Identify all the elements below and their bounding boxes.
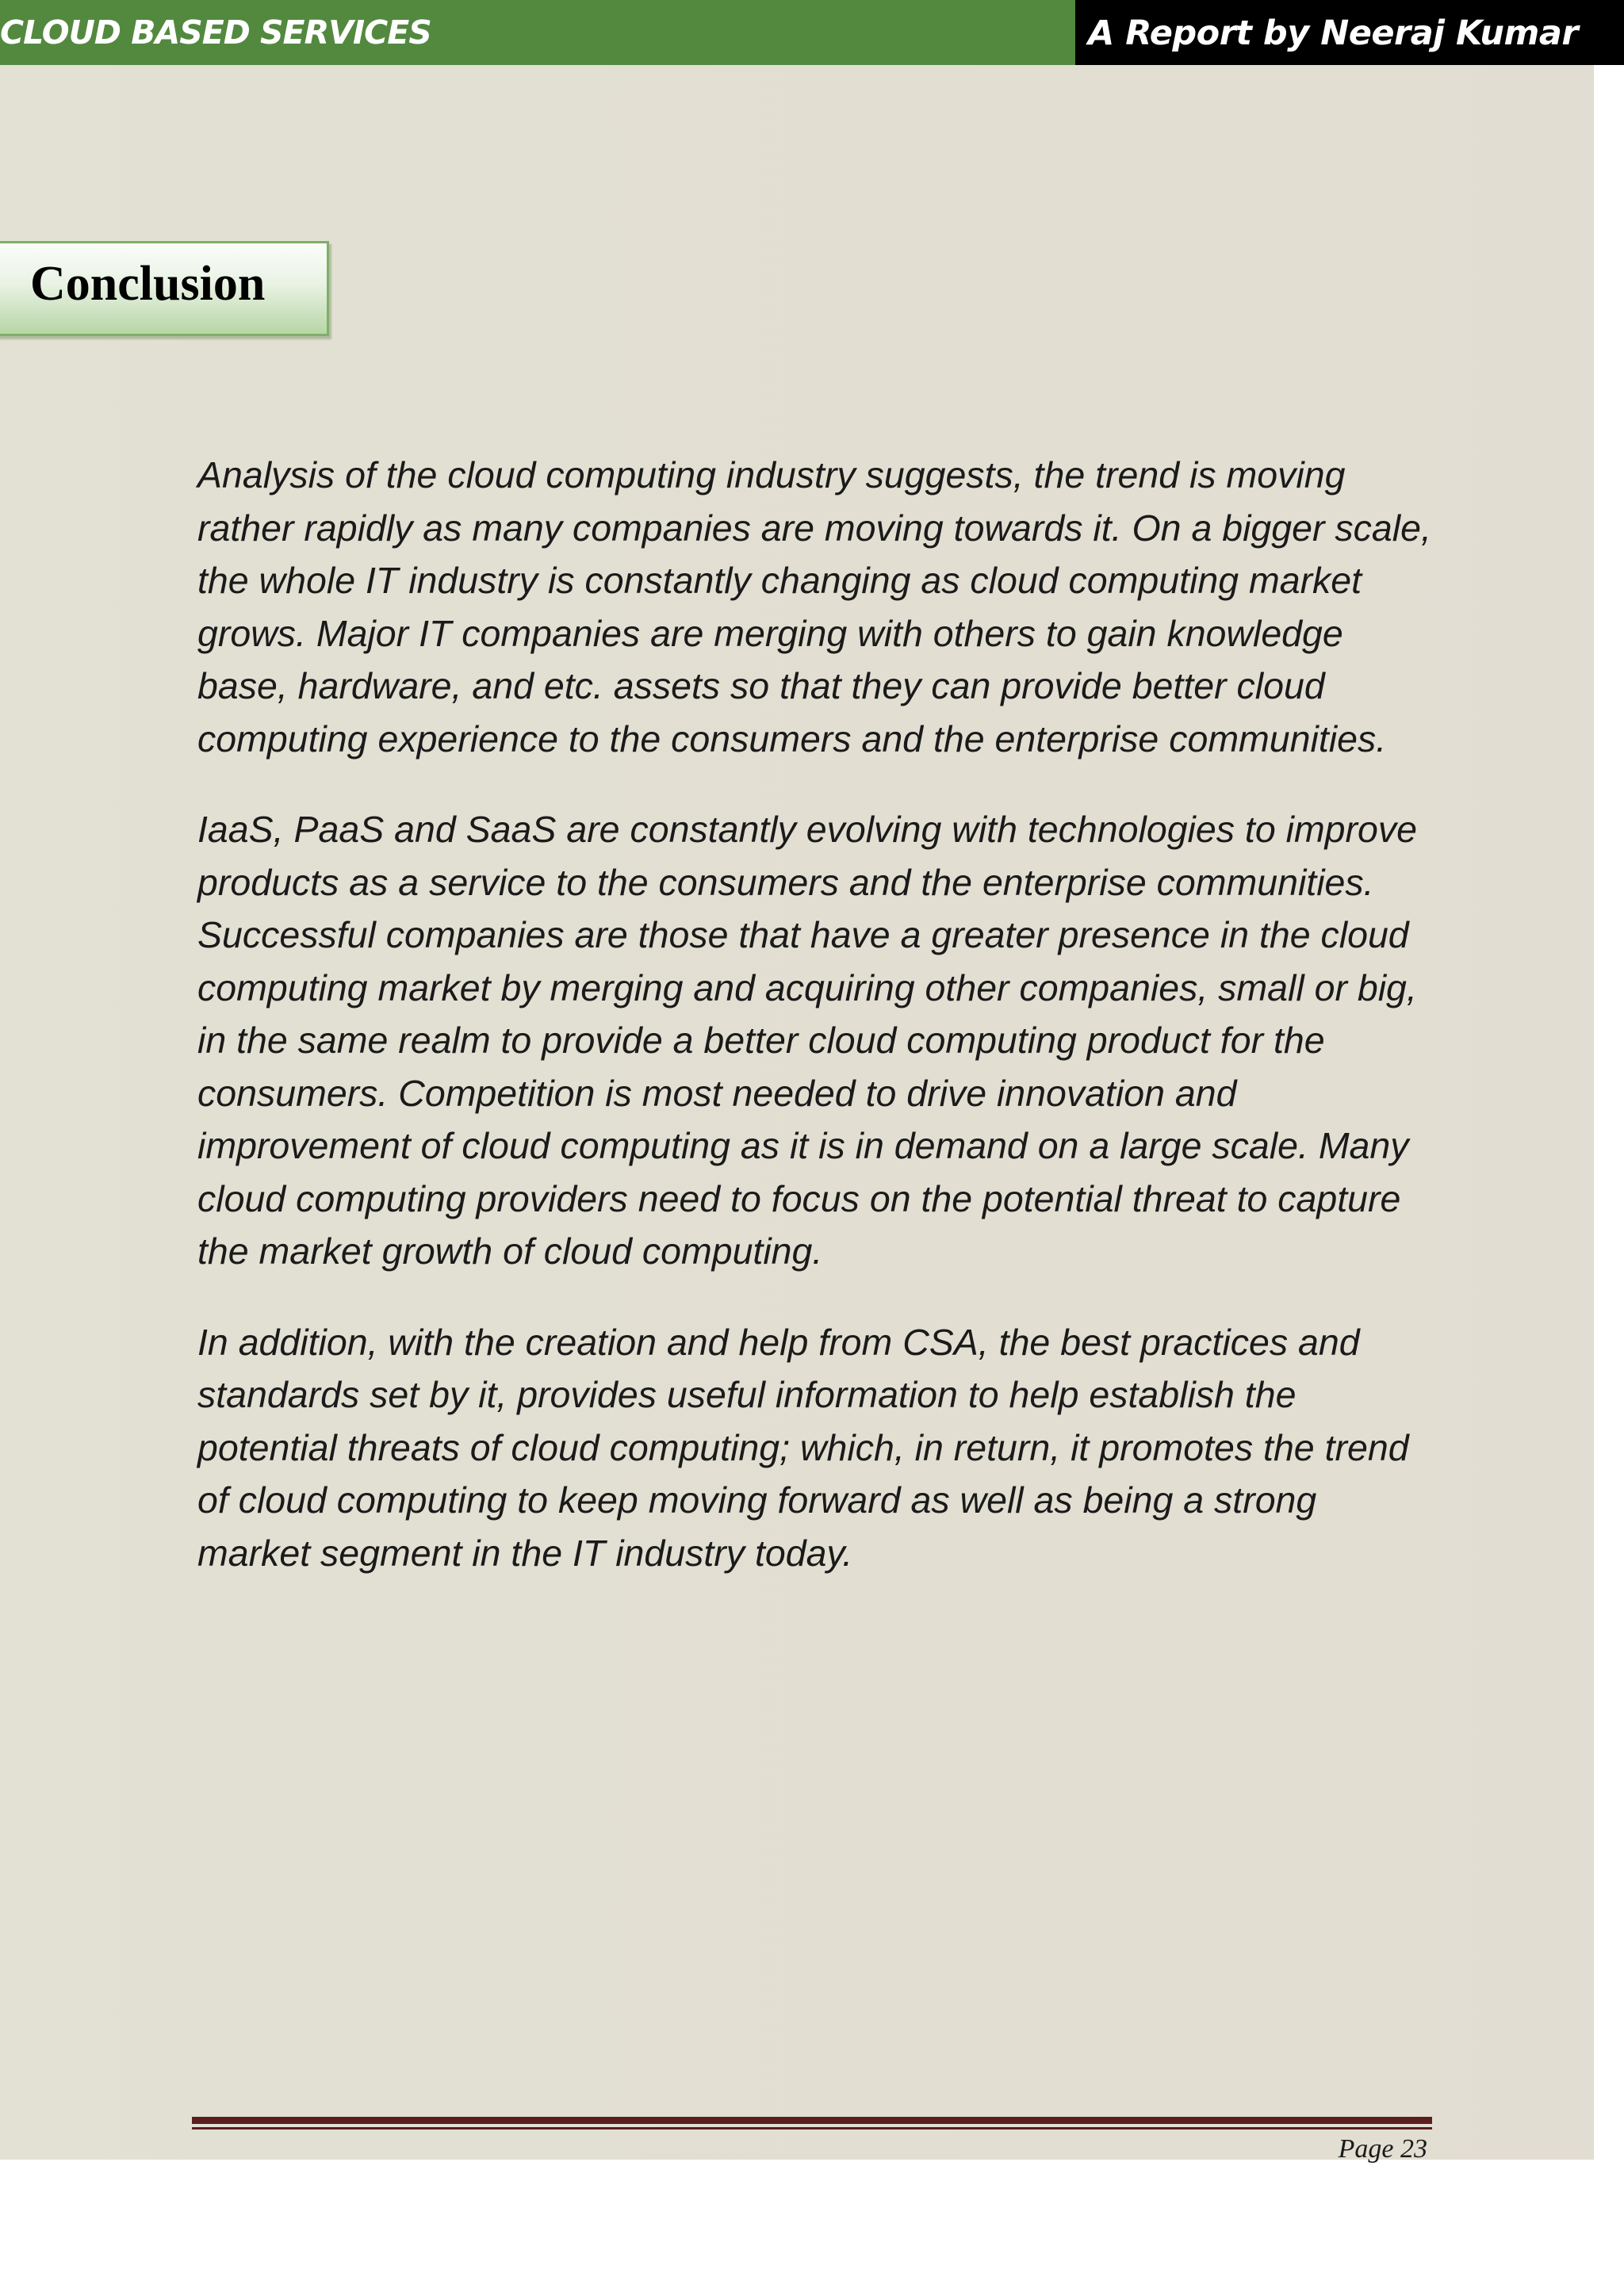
footer-divider [192,2117,1432,2124]
paragraph: In addition, with the creation and help from CSA, the best practices and standards set by it, provides useful information to help establish the potential threats of cloud computing; which, in return, it promotes the trend of cloud computing to keep moving forward as well as being a strong market segment in the IT industry today. [197,1321,1409,1574]
page-number: Page 23 [1338,2134,1427,2164]
paragraph: Analysis of the cloud computing industry suggests, the trend is moving rather rapidly as many companies are moving towards it. On a bigger scale, the whole IT industry is constantly changing as cloud computing market grows. Major IT companies are merging with others to gain knowledge base, hardware, and etc. assets so that they can provide better cloud computing experience to the consumers and the enterprise communities. [197,454,1431,760]
footer-divider-thin [192,2127,1432,2130]
paragraph: IaaS, PaaS and SaaS are constantly evolving with technologies to improve products as a service to the consumers and the enterprise communities. Successful companies are those that have a greater presence in the cloud computing market by merging and acquiring other companies, small or big, in the same realm to provide a better cloud computing product for the consumers. Competition is most needed to drive innovation and improvement of cloud computing as it is in demand on a large scale. Many cloud computing providers need to focus on the potential threat to capture the market growth of cloud computing. [197,809,1417,1272]
header-title: CLOUD BASED SERVICES [0,13,431,52]
body-text [197,449,1434,1617]
header-author: A Report by Neeraj Kumar [1088,13,1579,53]
section-heading: Conclusion [30,257,266,311]
